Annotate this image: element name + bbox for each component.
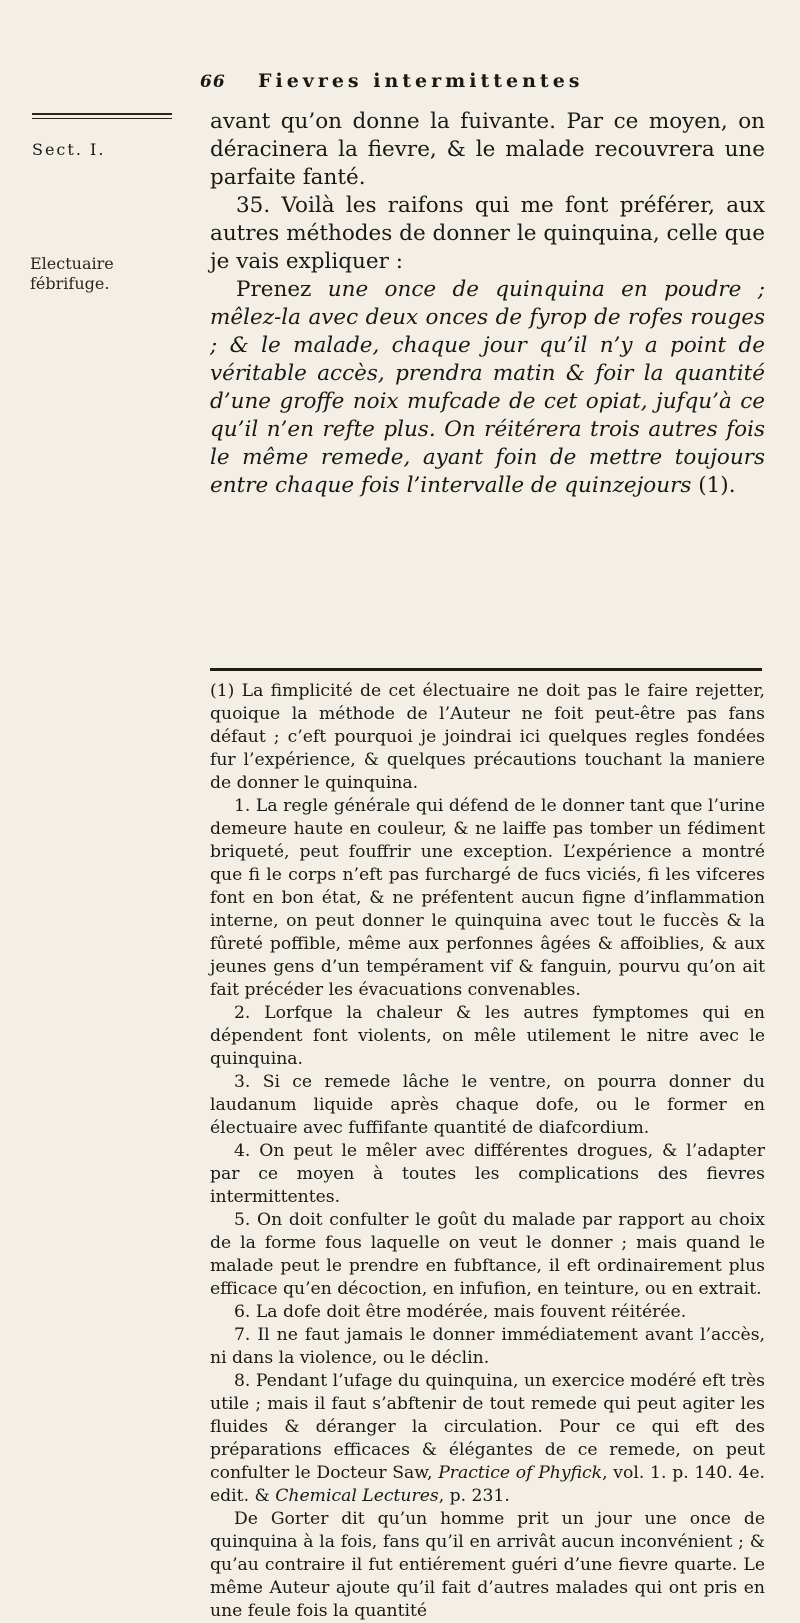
footnote-item-8-text: 8. Pendant l’ufage du quinquina, un exercice modéré eft très utile ; mais il faut s’abftenir de tout remede qui peut agiter les fluides & déranger la circulation. Pour ce qui eft des préparations efficaces & élégantes de ce remede, on peut confulter le Docteur Saw,: [210, 1371, 765, 1483]
running-title: Fievres intermittentes: [258, 70, 584, 92]
margin-note-line-2: fébrifuge.: [30, 274, 110, 293]
page-number: 66: [200, 72, 226, 92]
main-text: [210, 108, 765, 500]
footnote-block: [210, 680, 765, 1623]
recipe-lead: Prenez: [236, 277, 312, 302]
footnote-reference: (1).: [698, 473, 736, 498]
header-rule: [32, 113, 172, 115]
header-rule-thin: [32, 118, 172, 119]
recipe-paragraph: [210, 276, 765, 500]
footnote-item-1: 1. La regle générale qui défend de le donner tant que l’urine demeure haute en couleur, & ne laiffe pas tomber un fédiment briqueté, peut fouffrir une exception. L’expérience a montré que fi le corps n’eft pas furchargé de fucs viciés, fi les vifceres font en bon état, & ne préfentent aucun figne d’inflammation interne, on peut donner le quinquina avec tout le fuccès & la fûreté poffible, même aux perfonnes âgées & affoiblies, & aux jeunes gens d’un tempérament vif & fanguin, pourvu qu’on ait fait précéder les évacuations convenables.: [210, 796, 765, 1000]
citation-chemical-lectures: Chemical Lectures: [275, 1486, 439, 1506]
footnote-item-7: 7. Il ne faut jamais le donner immédiatement avant l’accès, ni dans la violence, ou le déclin.: [210, 1325, 765, 1368]
citation-practice-of-physick: Practice of Phyfick: [438, 1463, 603, 1483]
footnote-item-4: 4. On peut le mêler avec différentes drogues, & l’adapter par ce moyen à toutes les complications des fievres intermittentes.: [210, 1141, 765, 1207]
recipe-text: une once de quinquina en poudre ; mêlez-la avec deux onces de fyrop de rofes rouges ; & le malade, chaque jour qu’il n’y a point de véritable accès, prendra matin & foir la quantité d’une groffe noix mufcade de cet opiat, jufqu’à ce qu’il n’en refte plus. On réitérera trois autres fois le même remede, ayant foin de mettre toujours entre chaque fois l’intervalle de quinzejours: [210, 277, 765, 498]
footnote-rule: [210, 668, 762, 671]
margin-note-line-1: Electuaire: [30, 254, 114, 273]
footnote-item-8-text-2: , vol. 1. p. 140. 4e. edit. &: [210, 1463, 765, 1506]
paragraph-1: avant qu’on donne la fuivante. Par ce moyen, on déracinera la fievre, & le malade recouvrera une parfaite fanté.: [210, 109, 765, 190]
footnote-item-8-text-3: , p. 231.: [438, 1486, 510, 1506]
footnote-item-5: 5. On doit confulter le goût du malade par rapport au choix de la forme fous laquelle on veut le donner ; mais quand le malade peut le prendre en fubftance, il eft ordinairement plus efficace qu’en décoction, en infufion, en teinture, ou en extrait.: [210, 1210, 765, 1299]
footnote-item-8: [210, 1370, 765, 1508]
margin-note: [30, 254, 114, 294]
footnote-item-2: 2. Lorfque la chaleur & les autres fymptomes qui en dépendent font violents, on mêle utilement le nitre avec le quinquina.: [210, 1003, 765, 1069]
footnote-item-9: De Gorter dit qu’un homme prit un jour une once de quinquina à la fois, fans qu’il en arrivât aucun inconvénient ; & qu’au contraire il fut entiérement guéri d’une fievre quarte. Le même Auteur ajoute qu’il fait d’autres malades qui ont pris en une feule fois la quantité: [210, 1509, 765, 1621]
section-mark: Sect. I.: [32, 140, 106, 159]
footnote-item-6: 6. La dofe doit être modérée, mais fouvent réitérée.: [234, 1302, 687, 1322]
footnote-intro: (1) La fimplicité de cet électuaire ne doit pas le faire rejetter, quoique la méthode de l’Auteur ne foit peut-être pas fans défaut ; c’eft pourquoi je joindrai ici quelques regles fondées fur l’expérience, & quelques précautions touchant la maniere de donner le quinquina.: [210, 681, 765, 793]
paragraph-35: 35. Voilà les raifons qui me font préférer, aux autres méthodes de donner le quinquina, celle que je vais expliquer :: [210, 193, 765, 274]
footnote-item-3: 3. Si ce remede lâche le ventre, on pourra donner du laudanum liquide après chaque dofe, ou le former en électuaire avec fuffifante quantité de diafcordium.: [210, 1072, 765, 1138]
